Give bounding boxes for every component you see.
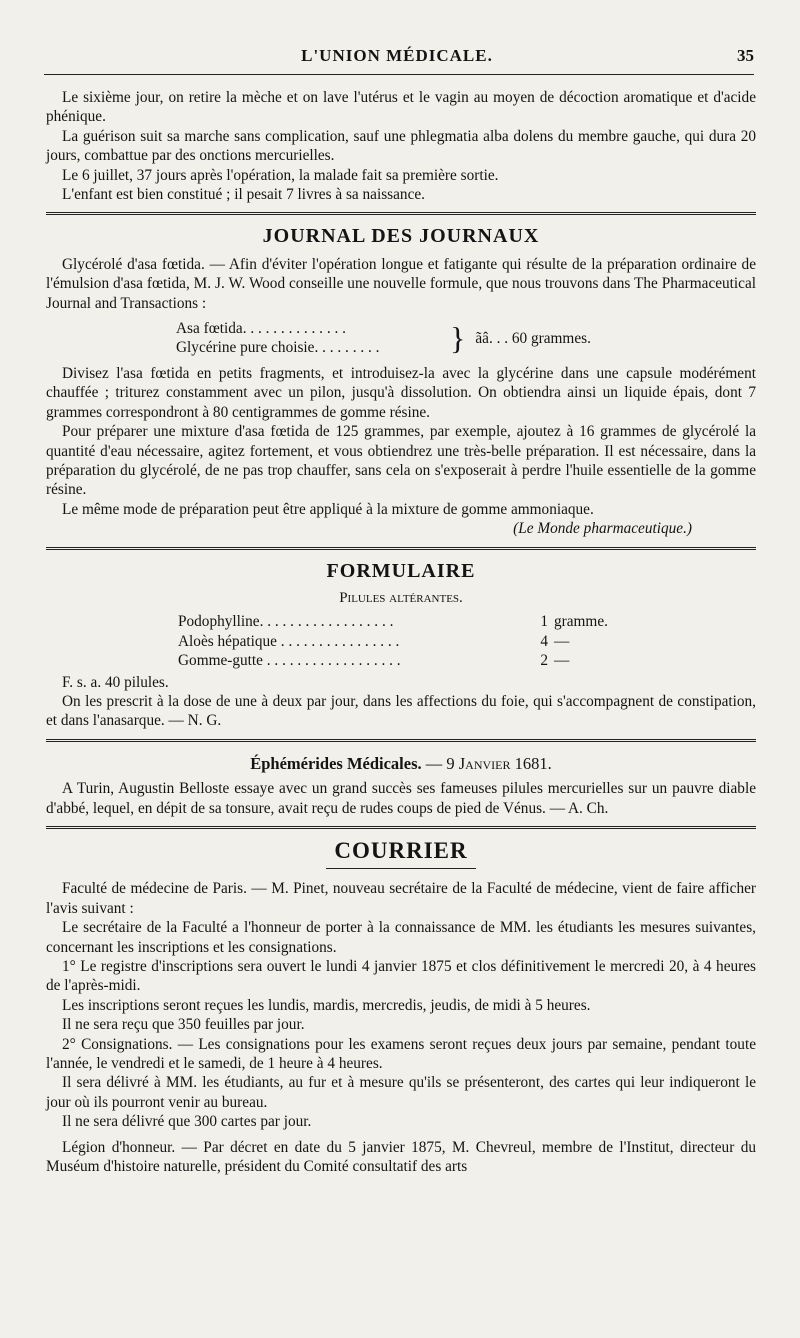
intro-paragraph: Le 6 juillet, 37 jours après l'opération, la malade fait sa première sortie. [62,166,499,184]
courrier-paragraph: 2° Consignations. — Les consignations pour les examens seront reçues deux jours par semaine, pendant toute l'année, le vendredi et le samedi, de 1 heure à 4 heures. [46,1035,756,1073]
ephemerides-date: — 9 Janvier 1681. [425,753,552,773]
formulaire-section-title: FORMULAIRE [326,559,476,582]
courrier-paragraph: Le secrétaire de la Faculté a l'honneur de porter à la connaissance de MM. les étudiants les mesures suivantes, concernant les inscriptions et les consignations. [46,919,756,956]
journal-paragraph: Le même mode de préparation peut être appliqué à la mixture de gomme ammoniaque. [62,500,594,518]
formula-ingredient: Gomme-gutte . . . . . . . . . . . . . . . . . . [178,652,401,670]
formula-list [178,612,756,670]
running-head [40,46,754,72]
intro-paragraph: L'enfant est bien constitué ; il pesait 7 livres à sa naissance. [62,186,425,204]
intro-paragraph: Le sixième jour, on retire la mèche et on lave l'utérus et le vagin au moyen de décoction aromatique et d'acide phénique. [46,89,756,126]
journal-section-title: JOURNAL DES JOURNAUX [262,225,540,248]
recipe-quantity: ãâ. . . 60 grammes. [475,329,591,347]
formula-unit: — [554,632,570,650]
courrier-paragraph: Il ne sera délivré que 300 cartes par jour. [62,1113,312,1131]
courrier-section-title: COURRIER [334,838,468,863]
article-body [46,88,756,1177]
formula-fsa: F. s. a. 40 pilules. [62,673,169,691]
recipe-item: Asa fœtida. . . . . . . . . . . . . . [176,320,346,338]
formula-paragraph: On les prescrit à la dose de une à deux par jour, dans les affections du foie, qui s'accompagnent de constipation, et dans l'anasarque. — N. G. [46,692,756,730]
ephemerides-paragraph: A Turin, Augustin Belloste essaye avec un grand succès ses fameuses pilules mercurielles sur un pauvre diable d'abbé, lequel, en dépit de sa tonsure, avait reçu de rudes coups de pied de Vénus. — A. Ch. [46,780,756,817]
journal-source: (Le Monde pharmaceutique.) [513,520,692,538]
ephemerides-title [46,754,756,773]
formula-quantity: 4 [540,632,548,650]
formula-heading: Pilules altérantes. [339,589,463,606]
ephemerides-label: Éphémérides Médicales. [250,753,422,773]
section-divider [46,826,756,831]
courrier-paragraph: 1° Le registre d'inscriptions sera ouvert le lundi 4 janvier 1875 et clos définitivement le mercredi 20, à 4 heures de l'après-midi. [46,958,756,995]
courrier-paragraph: Il sera délivré à MM. les étudiants, au fur et à mesure qu'ils se présenteront, des cartes qui leur indiqueront le jour où ils pourront venir au bureau. [46,1074,756,1111]
running-title: L'UNION MÉDICALE. [301,46,493,65]
formula-quantity: 2 [540,652,548,670]
brace-glyph: } [450,320,466,357]
courrier-paragraph: Légion d'honneur. — Par décret en date du 5 janvier 1875, M. Chevreul, membre de l'Institut, directeur du Muséum d'histoire naturelle, président du Comité consultatif des arts [46,1138,756,1176]
journal-intro: Glycérolé d'asa fœtida. — Afin d'éviter l'opération longue et fatigante qui résulte de la préparation ordinaire de l'émulsion d'asa fœtida, M. J. W. Wood conseille une nouvelle formule, que nous trouvons dans The Pharmaceutical Journal and Transactions : [46,255,756,312]
journal-paragraph: Divisez l'asa fœtida en petits fragments, et introduisez-la avec la glycérine dans une capsule modérément chauffée ; triturez constamment avec un pilon, jusqu'à dissolution. On obtiendra ainsi un liquide épais, dont 7 grammes correspondront à 80 centigrammes de gomme résine. [46,364,756,421]
formula-row [178,632,756,651]
courrier-rule [326,868,476,869]
journal-paragraph: Pour préparer une mixture d'asa fœtida de 125 grammes, par exemple, ajoutez à 16 grammes de glycérolé la quantité d'eau nécessaire, agitez fortement, et vous obtiendrez une très-belle préparation. Il est nécessaire, dans la préparation du glycérolé, de ne pas trop chauffer, sans cela on s'exposerait à perdre l'huile essentielle de la gomme résine. [46,423,756,499]
courrier-paragraph: Il ne sera reçu que 350 feuilles par jour. [62,1016,305,1034]
formula-row [178,612,756,631]
courrier-paragraph: Les inscriptions seront reçues les lundis, mardis, mercredis, jeudis, de midi à 5 heures. [62,996,591,1014]
formula-unit: — [554,652,570,670]
section-divider [46,739,756,744]
courrier-paragraph: Faculté de médecine de Paris. — M. Pinet, nouveau secrétaire de la Faculté de médecine, vient de faire afficher l'avis suivant : [46,880,756,917]
formula-quantity: 1 [540,613,548,631]
section-divider [46,547,756,552]
formula-ingredient: Aloès hépatique . . . . . . . . . . . . . . . . [178,632,400,650]
header-rule [44,74,754,75]
recipe-item: Glycérine pure choisie. . . . . . . . . [176,339,380,357]
formula-unit: gramme. [554,613,608,631]
page-number: 35 [737,46,754,65]
section-divider [46,212,756,217]
recipe-block [176,319,756,358]
intro-paragraph: La guérison suit sa marche sans complication, sauf une phlegmatia alba dolens du membre gauche, qui dura 20 jours, combattue par des onctions mercurielles. [46,127,756,165]
formula-ingredient: Podophylline. . . . . . . . . . . . . . . . . . [178,613,394,631]
formula-row [178,651,756,670]
